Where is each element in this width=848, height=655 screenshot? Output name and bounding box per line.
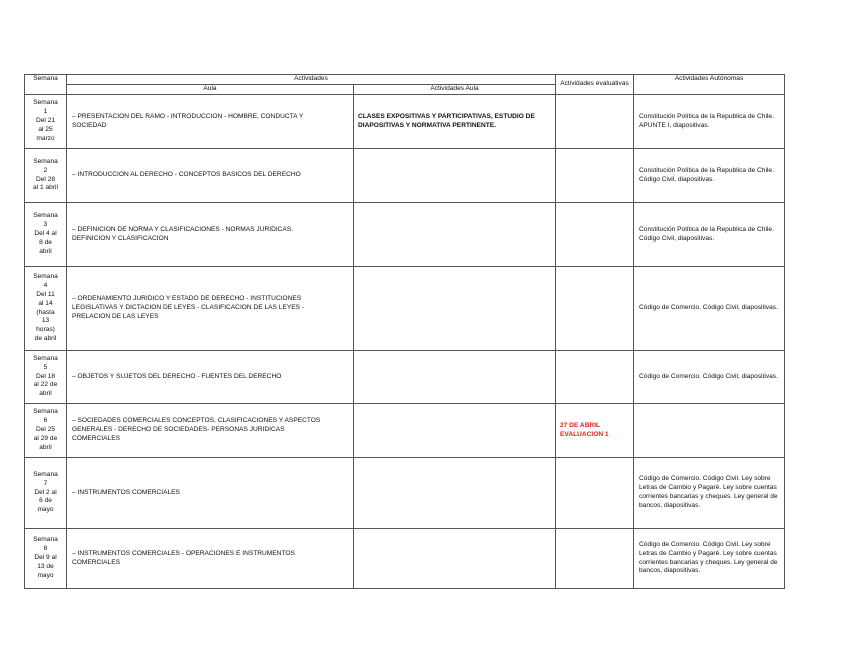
aula-cell: – SOCIEDADES COMERCIALES CONCEPTOS, CLASIFICACIONES Y ASPECTOS GENERALES - DERECHO DE SOCIEDADES- PERSONAS JURIDICAS COMERCIALES bbox=[67, 404, 354, 458]
header-autonomas: Actividades Autónomas bbox=[634, 75, 785, 95]
table-row bbox=[25, 203, 785, 267]
evaluativas-cell bbox=[556, 149, 634, 203]
actividades-aula-cell bbox=[354, 458, 556, 529]
week-cell: Semana 3 Del 4 al 8 de abril bbox=[25, 203, 67, 267]
evaluativas-cell: 27 DE ABRIL EVALUACION 1 bbox=[556, 404, 634, 458]
autonomas-cell: Código de Comercio. Código Civil. Ley sobre Letras de Cambio y Pagaré. Ley sobre cuentas corrientes bancarias y cheques. Ley general de bancos, diapositivas. bbox=[634, 458, 785, 529]
evaluativas-cell bbox=[556, 95, 634, 149]
evaluativas-cell bbox=[556, 529, 634, 589]
week-cell: Semana 1 Del 21 al 25 marzo bbox=[25, 95, 67, 149]
table-row bbox=[25, 529, 785, 589]
aula-cell: – INSTRUMENTOS COMERCIALES - OPERACIONES E INSTRUMENTOS COMERCIALES bbox=[67, 529, 354, 589]
autonomas-cell bbox=[634, 404, 785, 458]
autonomas-cell: Código de Comercio. Código Civil, diapositivas. bbox=[634, 267, 785, 351]
aula-cell: – DEFINICION DE NORMA Y CLASIFICACIONES - NORMAS JURIDICAS. DEFINICION Y CLASIFICACION bbox=[67, 203, 354, 267]
aula-cell: – INTRODUCCION AL DERECHO - CONCEPTOS BASICOS DEL DERECHO bbox=[67, 149, 354, 203]
autonomas-cell: Código de Comercio. Código Civil. Ley sobre Letras de Cambio y Pagaré. Ley sobre cuentas corrientes bancarias y cheques. Ley general de bancos, diapositivas. bbox=[634, 529, 785, 589]
table-row bbox=[25, 404, 785, 458]
header-evaluativas: Actividades evaluativas bbox=[556, 75, 634, 95]
table-row bbox=[25, 95, 785, 149]
evaluativas-cell bbox=[556, 203, 634, 267]
actividades-aula-cell bbox=[354, 529, 556, 589]
header-aula: Aula bbox=[67, 85, 354, 95]
actividades-aula-cell: CLASES EXPOSITIVAS Y PARTICIPATIVAS, ESTUDIO DE DIAPOSITIVAS Y NORMATIVA PERTINENTE. bbox=[354, 95, 556, 149]
table-row bbox=[25, 351, 785, 404]
week-cell: Semana 7 Del 2 al 6 de mayo bbox=[25, 458, 67, 529]
autonomas-cell: Constitución Política de la Republica de Chile. Código Civil, diapositivas. bbox=[634, 149, 785, 203]
actividades-aula-cell bbox=[354, 203, 556, 267]
evaluativas-cell bbox=[556, 351, 634, 404]
table-row bbox=[25, 267, 785, 351]
week-cell: Semana 8 Del 9 al 13 de mayo bbox=[25, 529, 67, 589]
autonomas-cell: Constitución Política de la Republica de Chile. Código Civil, diapositivas. bbox=[634, 203, 785, 267]
aula-cell: – ORDENAMIENTO JURIDICO Y ESTADO DE DERECHO - INSTITUCIONES LEGISLATIVAS Y DICTACION DE LEYES - CLASIFICACION DE LAS LEYES - PRELACION DE LAS LEYES bbox=[67, 267, 354, 351]
aula-cell: – OBJETOS Y SUJETOS DEL DERECHO - FUENTES DEL DERECHO bbox=[67, 351, 354, 404]
schedule-table bbox=[24, 74, 785, 589]
aula-cell: – PRESENTACION DEL RAMO - INTRODUCCION - HOMBRE, CONDUCTA Y SOCIEDAD bbox=[67, 95, 354, 149]
aula-cell: – INSTRUMENTOS COMERCIALES bbox=[67, 458, 354, 529]
week-cell: Semana 4 Del 11 al 14 (hasta 13 horas) de abril bbox=[25, 267, 67, 351]
actividades-aula-cell bbox=[354, 149, 556, 203]
evaluativas-cell bbox=[556, 267, 634, 351]
week-cell: Semana 2 Del 28 al 1 abril bbox=[25, 149, 67, 203]
week-cell: Semana 6 Del 25 al 29 de abril bbox=[25, 404, 67, 458]
table-row bbox=[25, 149, 785, 203]
header-semana: Semana bbox=[25, 75, 67, 95]
evaluativas-cell bbox=[556, 458, 634, 529]
actividades-aula-cell bbox=[354, 404, 556, 458]
header-actividades-aula: Actividades Aula bbox=[354, 85, 556, 95]
header-actividades: Actividades bbox=[67, 75, 556, 85]
week-cell: Semana 5 Del 18 al 22 de abril bbox=[25, 351, 67, 404]
autonomas-cell: Constitución Política de la Republica de Chile. APUNTE I, diapositivas. bbox=[634, 95, 785, 149]
table-row bbox=[25, 458, 785, 529]
actividades-aula-cell bbox=[354, 351, 556, 404]
autonomas-cell: Código de Comercio. Código Civil, diapositivas. bbox=[634, 351, 785, 404]
actividades-aula-cell bbox=[354, 267, 556, 351]
